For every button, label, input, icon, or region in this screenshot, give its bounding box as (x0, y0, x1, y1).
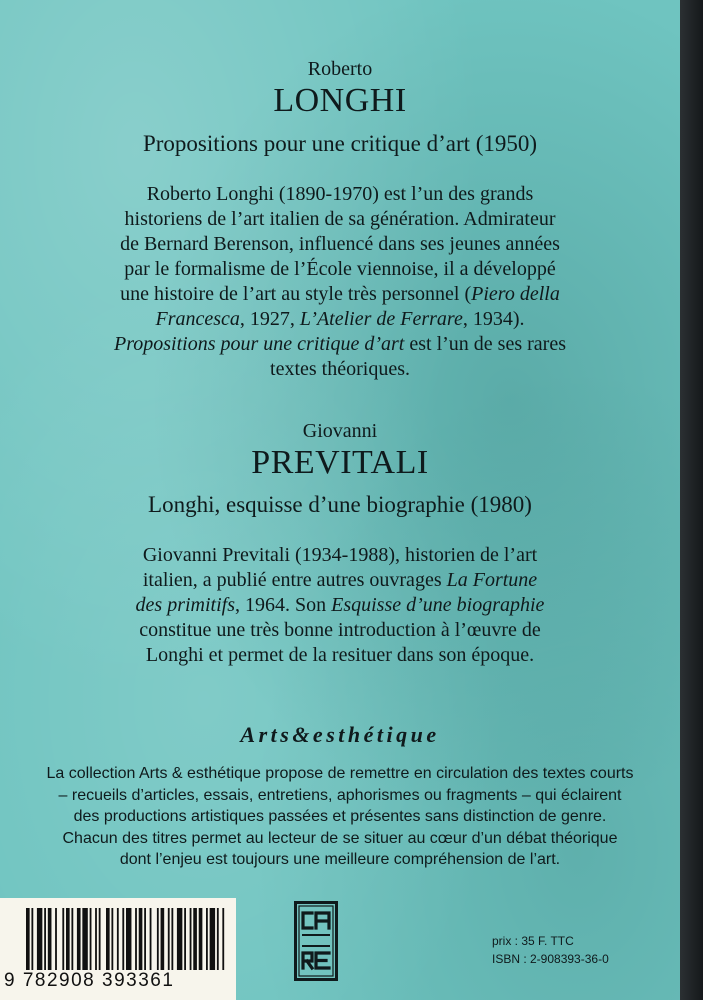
bio-line (0, 568, 680, 593)
bio-line (0, 257, 680, 282)
collection-line: Chacun des titres permet au lecteur de se situer au cœur d’un débat théorique (62, 829, 618, 847)
bio-italic-text: La Fortune (446, 569, 538, 591)
bio-text: est l’un de ses rares (404, 333, 566, 355)
author-2-first-name: Giovanni (302, 420, 378, 442)
bio-italic-text: Esquisse d’une biographie (331, 594, 545, 616)
bio-italic-text: Francesca (155, 308, 240, 330)
bio-line (0, 543, 680, 568)
author-1-last-name: LONGHI (273, 82, 407, 119)
price: prix : 35 F. TTC (492, 934, 574, 948)
author-1-bio (0, 182, 680, 382)
bio-italic-text: L’Atelier de Ferrare (299, 308, 463, 330)
bio-text: , 1934). (462, 308, 525, 330)
bio-line (0, 357, 680, 382)
bio-line (0, 618, 680, 643)
bio-line (0, 207, 680, 232)
carre-logo-icon (294, 901, 338, 981)
collection-line: La collection Arts & esthétique propose de remettre en circulation des textes courts (46, 765, 634, 782)
bio-text: Longhi et permet de la resituer dans son époque. (145, 644, 535, 666)
bio-text: Giovanni Previtali (1934-1988), historien de l’art (142, 544, 538, 566)
bio-text: historiens de l’art italien de sa génération. Admirateur (124, 208, 556, 230)
bio-italic-text: des primitifs (135, 594, 235, 616)
isbn: ISBN : 2-908393-36-0 (492, 952, 609, 966)
collection-description (0, 763, 680, 871)
bio-text: une histoire de l’art au style très personnel ( (120, 283, 472, 305)
bio-text: , 1927, (239, 308, 300, 330)
bio-line (0, 332, 680, 357)
collection-name: Arts&esthétique (240, 722, 440, 747)
bio-italic-text: Piero della (471, 283, 560, 305)
bio-line (0, 232, 680, 257)
author-1-first-name: Roberto (307, 58, 373, 80)
bio-line (0, 643, 680, 668)
bio-line (0, 182, 680, 207)
book-spine (680, 0, 703, 1000)
author-1-work-title: Propositions pour une critique d’art (1950) (142, 131, 538, 156)
barcode-label (0, 898, 236, 1000)
author-2-last-name: PREVITALI (251, 444, 429, 481)
barcode-icon (26, 908, 226, 970)
collection-line: des productions artistiques passées et présentes sans distinction de genre. (73, 808, 607, 825)
bio-text: Roberto Longhi (1890-1970) est l’un des grands (146, 183, 534, 205)
author-2-work-title: Longhi, esquisse d’une biographie (1980) (148, 492, 532, 517)
bio-line (0, 282, 680, 307)
collection-line: dont l’enjeu est toujours une meilleure compréhension de l’art. (119, 851, 561, 868)
bio-line (0, 307, 680, 332)
bio-text: , 1964. Son (235, 594, 332, 616)
bio-text: par le formalisme de l’École viennoise, il a développé (124, 258, 556, 280)
bio-text: de Bernard Berenson, influencé dans ses jeunes années (120, 233, 560, 255)
bio-text: textes théoriques. (270, 358, 410, 380)
barcode-number: 9 782908 393361 (4, 970, 175, 991)
bio-line (0, 593, 680, 618)
bio-text: constitue une très bonne introduction à l’œuvre de (139, 619, 541, 641)
author-2-bio (0, 543, 680, 668)
collection-line: – recueils d’articles, essais, entretiens, aphorismes ou fragments – qui éclairent (58, 786, 622, 804)
bio-text: italien, a publié entre autres ouvrages (142, 569, 447, 591)
bio-italic-text: Propositions pour une critique d’art (114, 333, 405, 355)
